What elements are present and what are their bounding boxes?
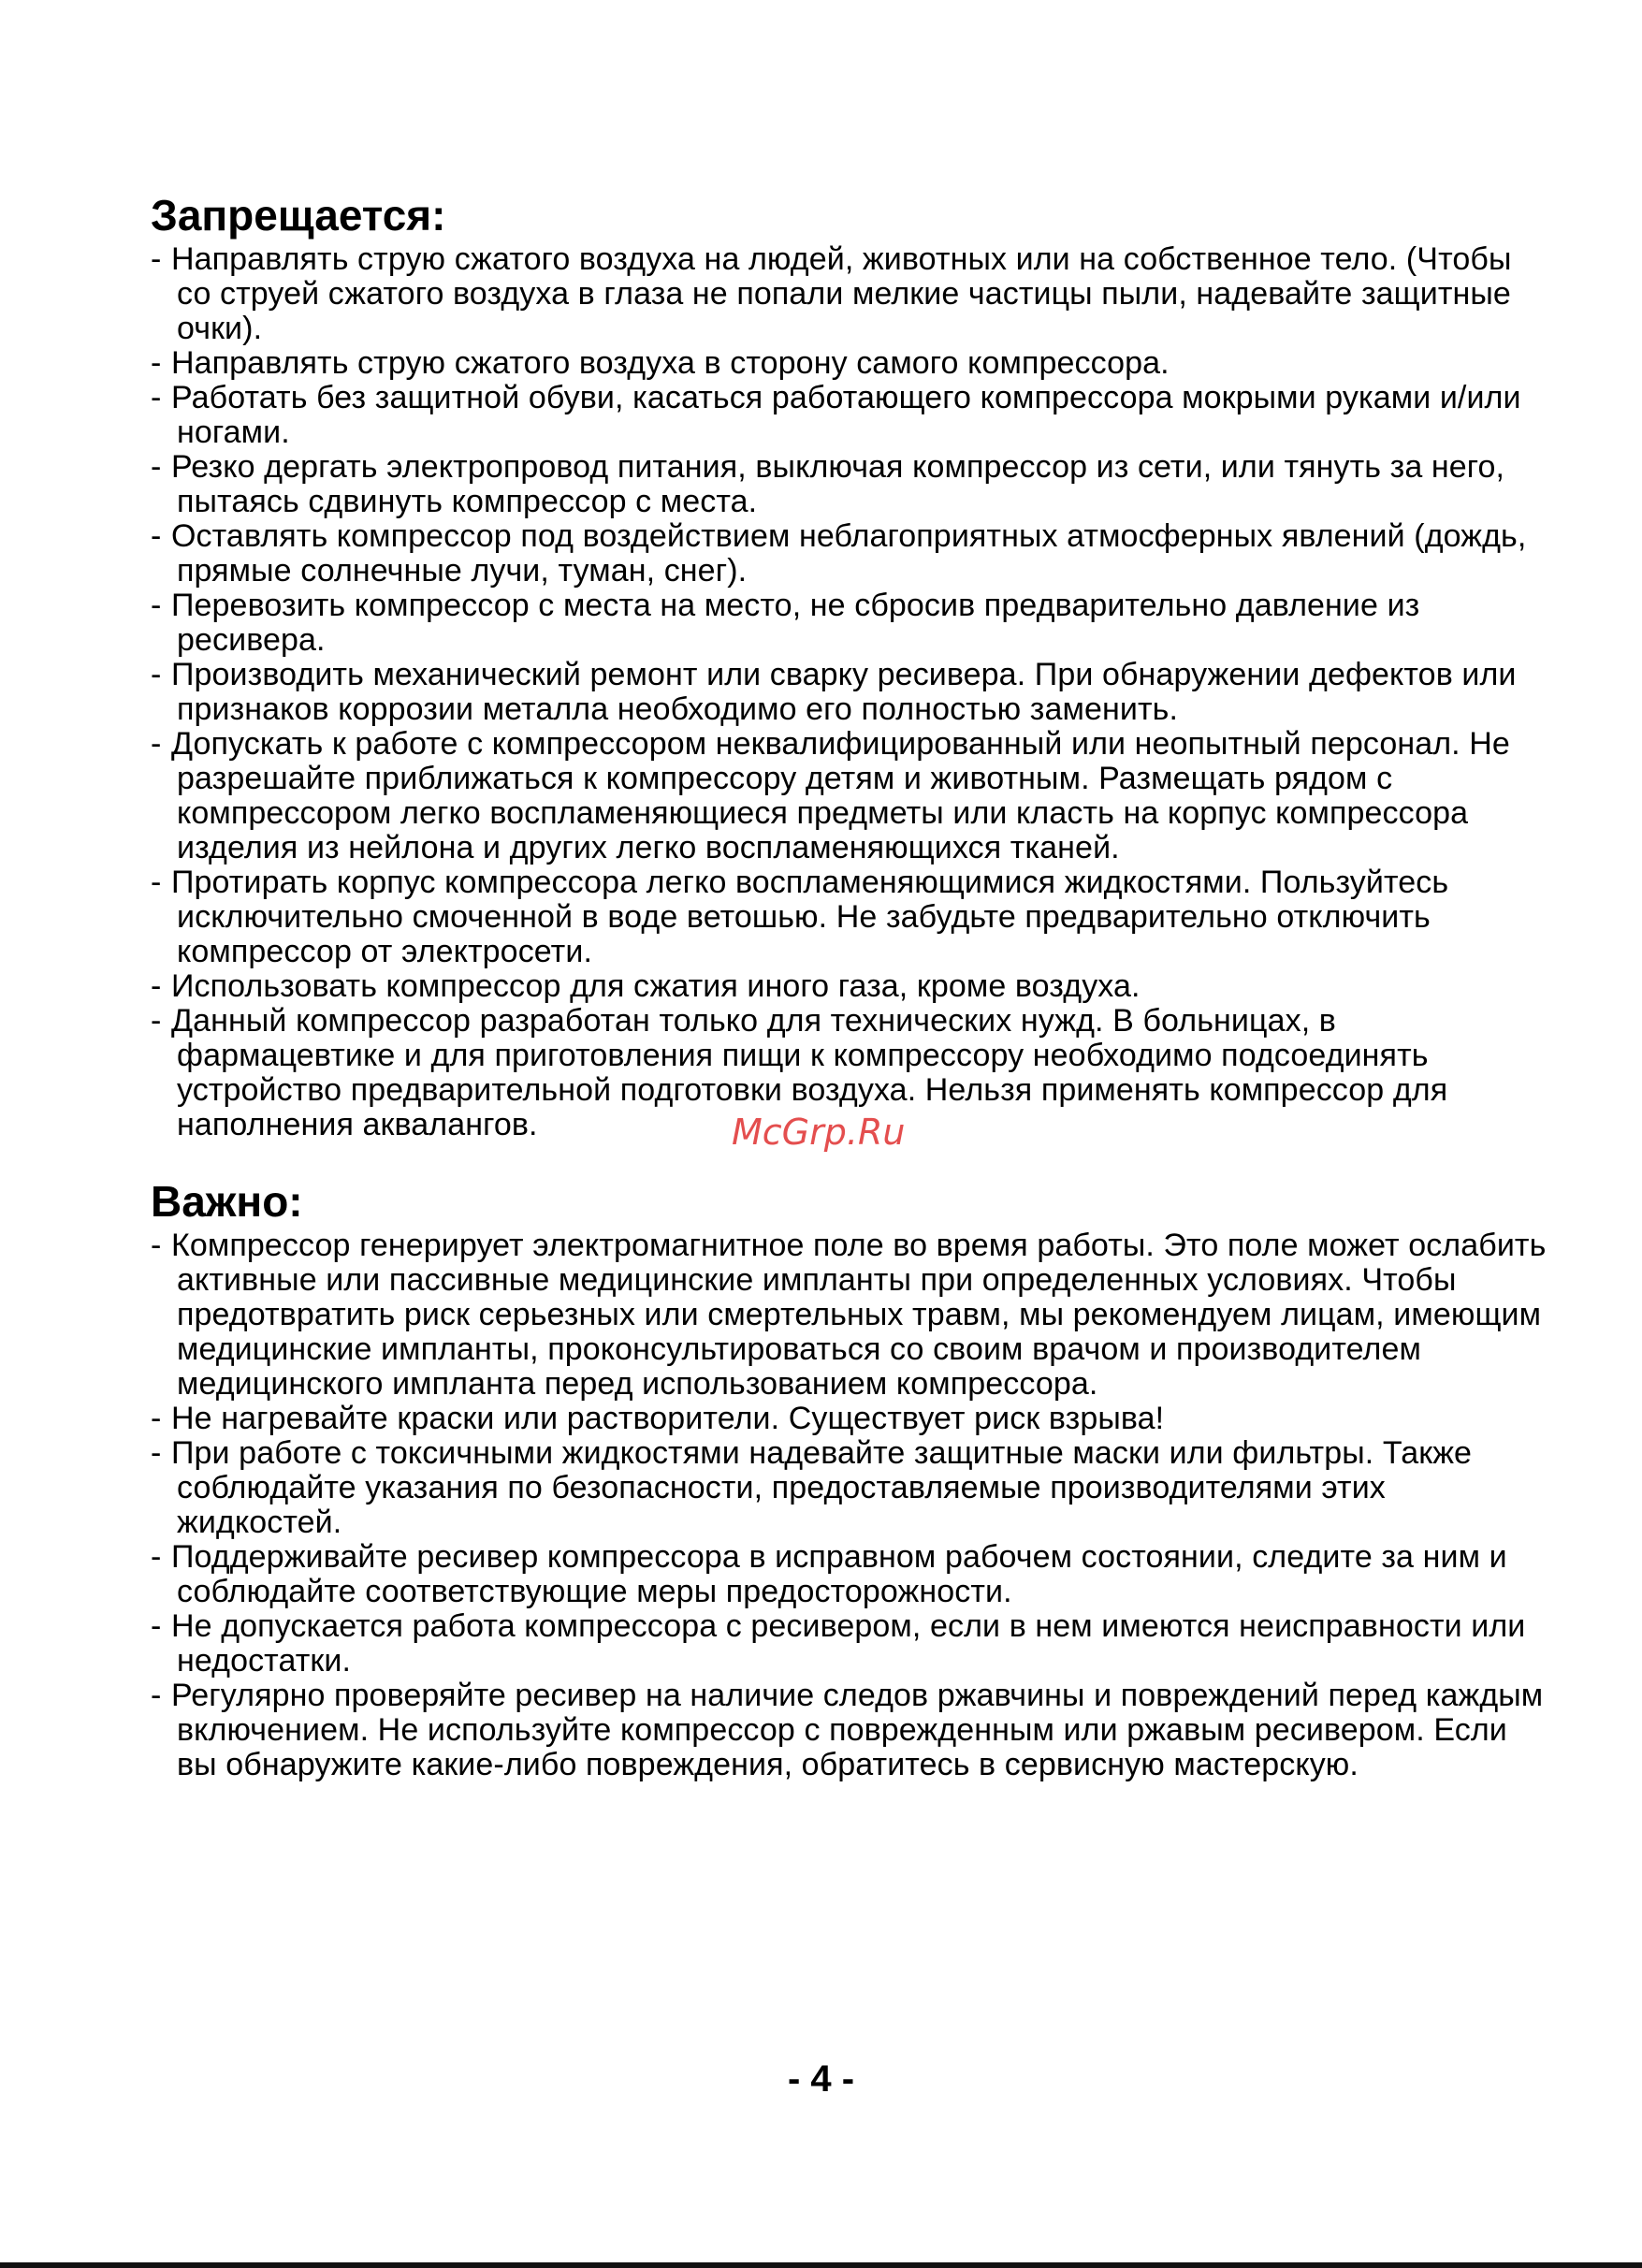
list-item xyxy=(151,1436,1554,1540)
bullet-dash: - xyxy=(151,449,162,485)
list-item xyxy=(151,519,1554,589)
list-item xyxy=(151,865,1554,969)
list-item-text: Регулярно проверяйте ресивер на наличие следов ржавчины и повреждений перед каждым включением. Не используйте компрессор с поврежденным или ржавым ресивером. Если вы обнаружите какие-либо повреждения, обратитесь в сервисную мастерскую. xyxy=(171,1678,1544,1782)
list-item-text: Допускать к работе с компрессором неквалифицированный или неопытный персонал. Не разрешайте приближаться к компрессору детям и животным. Размещать рядом с компрессором легко воспламеняющиеся предметы или класть на корпус компрессора изделия из нейлона и других легко воспламеняющихся тканей. xyxy=(171,726,1510,865)
bullet-dash: - xyxy=(151,968,162,1004)
list-item-text: Производить механический ремонт или сварку ресивера. При обнаружении дефектов или признаков коррозии металла необходимо его полностью заменить. xyxy=(171,657,1517,727)
list-item xyxy=(151,242,1554,346)
list-item-text: Оставлять компрессор под воздействием неблагоприятных атмосферных явлений (дождь, прямые солнечные лучи, туман, снег). xyxy=(171,518,1527,589)
bullet-dash: - xyxy=(151,657,162,692)
list-item xyxy=(151,1228,1554,1402)
section-title-prohibited: Запрещается: xyxy=(151,191,446,240)
prohibited-list xyxy=(151,242,1554,1142)
list-item xyxy=(151,969,1554,1004)
bullet-dash: - xyxy=(151,1678,162,1713)
list-item xyxy=(151,727,1554,865)
page-number: - 4 - xyxy=(787,2058,855,2100)
bullet-dash: - xyxy=(151,241,162,277)
bullet-dash: - xyxy=(151,1435,162,1471)
list-item-text: При работе с токсичными жидкостями надевайте защитные маски или фильтры. Также соблюдайте указания по безопасности, предоставляемые производителями этих жидкостей. xyxy=(171,1435,1473,1540)
list-item-text: Данный компрессор разработан только для технических нужд. В больницах, в фармацевтике и для приготовления пищи к компрессору необходимо подсоединять устройство предварительной подготовки воздуха. Нельзя применять компрессор для наполнения аквалангов. xyxy=(171,1003,1448,1142)
list-item-text: Направлять струю сжатого воздуха в сторону самого компрессора. xyxy=(171,345,1170,381)
list-item-text: Использовать компрессор для сжатия иного газа, кроме воздуха. xyxy=(171,968,1141,1004)
list-item-text: Не нагревайте краски или растворители. Существует риск взрыва! xyxy=(171,1401,1165,1436)
list-item-text: Перевозить компрессор с места на место, не сбросив предварительно давление из ресивера. xyxy=(171,588,1420,658)
bullet-dash: - xyxy=(151,1003,162,1039)
bullet-dash: - xyxy=(151,345,162,381)
document-page xyxy=(151,190,1554,1782)
bullet-dash: - xyxy=(151,726,162,762)
list-item xyxy=(151,1540,1554,1609)
watermark: McGrp.Ru xyxy=(732,1112,906,1153)
list-item xyxy=(151,1679,1554,1782)
list-item xyxy=(151,346,1554,381)
list-item-text: Работать без защитной обуви, касаться работающего компрессора мокрыми руками и/или ногами. xyxy=(171,380,1521,450)
bullet-dash: - xyxy=(151,865,162,900)
list-item xyxy=(151,381,1554,450)
bullet-dash: - xyxy=(151,1228,162,1263)
list-item-text: Протирать корпус компрессора легко воспламеняющимися жидкостями. Пользуйтесь исключительно смоченной в воде ветошью. Не забудьте предварительно отключить компрессор от электросети. xyxy=(171,865,1449,969)
list-item xyxy=(151,1609,1554,1679)
list-item-text: Резко дергать электропровод питания, выключая компрессор из сети, или тянуть за него, пытаясь сдвинуть компрессор с места. xyxy=(171,449,1505,519)
important-list xyxy=(151,1228,1554,1782)
list-item xyxy=(151,658,1554,727)
list-item xyxy=(151,450,1554,519)
bullet-dash: - xyxy=(151,1539,162,1575)
list-item xyxy=(151,589,1554,658)
bullet-dash: - xyxy=(151,518,162,554)
bullet-dash: - xyxy=(151,380,162,415)
bullet-dash: - xyxy=(151,1401,162,1436)
list-item-text: Направлять струю сжатого воздуха на людей, животных или на собственное тело. (Чтобы со струей сжатого воздуха в глаза не попали мелкие частицы пыли, надевайте защитные очки). xyxy=(171,241,1512,346)
bullet-dash: - xyxy=(151,588,162,623)
section-title-important: Важно: xyxy=(151,1177,303,1226)
list-item xyxy=(151,1402,1554,1436)
list-item-text: Не допускается работа компрессора с ресивером, если в нем имеются неисправности или недостатки. xyxy=(171,1608,1526,1679)
bottom-rule xyxy=(0,2262,1642,2268)
bullet-dash: - xyxy=(151,1608,162,1644)
list-item-text: Поддерживайте ресивер компрессора в исправном рабочем состоянии, следите за ним и соблюдайте соответствующие меры предосторожности. xyxy=(171,1539,1507,1609)
list-item-text: Компрессор генерирует электромагнитное поле во время работы. Это поле может ослабить активные или пассивные медицинские импланты при определенных условиях. Чтобы предотвратить риск серьезных или смертельных травм, мы рекомендуем лицам, имеющим медицинские импланты, проконсультироваться со своим врачом и производителем медицинского импланта перед использованием компрессора. xyxy=(171,1228,1547,1402)
